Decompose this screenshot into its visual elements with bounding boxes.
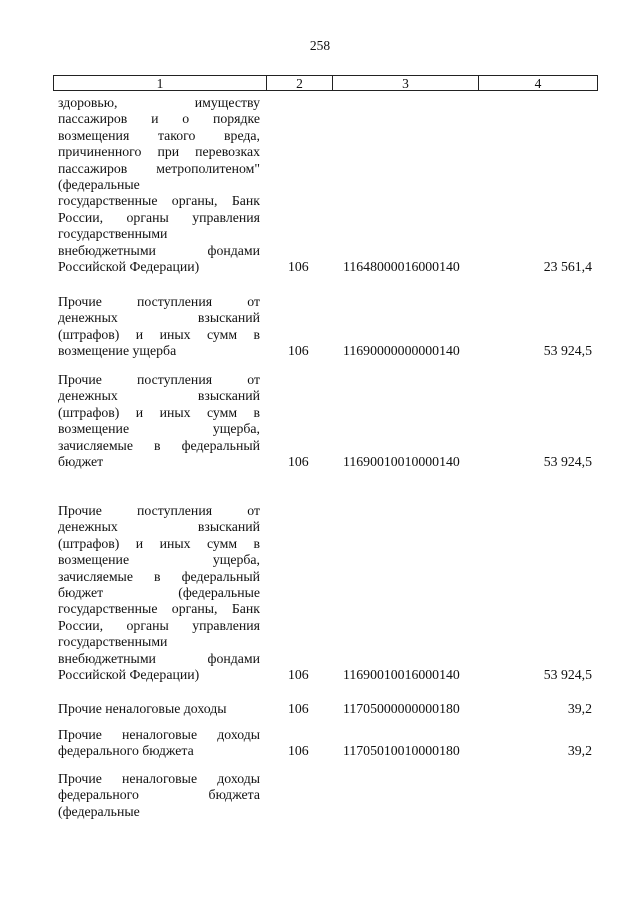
description-line: Прочие неналоговые доходы: [58, 771, 260, 786]
description-line: зачисляемые в федеральный: [58, 568, 260, 584]
description-line: России, органы управления: [58, 617, 260, 633]
table-row: [58, 701, 598, 717]
admin-code: 106: [288, 743, 309, 759]
header-col-3: 3: [333, 76, 479, 90]
row-description: [58, 727, 260, 760]
admin-code: 106: [288, 259, 309, 274]
description-line: зачисляемые в федеральный: [58, 437, 260, 453]
description-line: пассажиров и о порядке: [58, 111, 260, 127]
row-description: [58, 771, 260, 820]
header-col-4: 4: [534, 76, 542, 91]
description-line: возмещение ущерба,: [58, 421, 260, 437]
table-row: [58, 95, 598, 275]
classification-code: 11690010010000140: [343, 454, 460, 469]
description-line: государственными: [58, 226, 168, 242]
description-line: Прочие поступления от: [58, 372, 260, 387]
description-line: бюджет (федеральные: [58, 585, 260, 601]
classification-code: 11690010016000140: [343, 667, 460, 682]
row-description: [58, 95, 260, 275]
amount-value: 23 561,4: [543, 259, 592, 274]
description-line: возмещение ущерба: [58, 343, 177, 359]
description-line: (штрафов) и иных сумм в: [58, 535, 260, 551]
classification-code: 11690000000000140: [343, 343, 460, 359]
description-line: (федеральные: [58, 177, 140, 193]
description-line: федерального бюджета: [58, 743, 194, 759]
classification-code: 11705010010000180: [343, 743, 460, 759]
description-line: денежных взысканий: [58, 519, 260, 535]
description-line: причиненного при перевозках: [58, 144, 260, 160]
row-description: [58, 503, 260, 683]
row-description: [58, 372, 260, 470]
description-line: (федеральные: [58, 803, 140, 819]
admin-code: 106: [288, 667, 309, 682]
header-col-1: 1: [54, 76, 267, 90]
description-line: бюджет: [58, 454, 104, 470]
admin-code: 106: [288, 701, 309, 716]
classification-code: 11705000000000180: [343, 701, 460, 716]
description-line: государственные органы, Банк: [58, 601, 260, 617]
description-line: Прочие неналоговые доходы: [58, 727, 260, 742]
description-line: денежных взысканий: [58, 310, 260, 326]
row-description: [58, 701, 260, 717]
description-line: внебюджетными фондами: [58, 242, 260, 258]
page-number: 258: [309, 38, 331, 53]
description-line: Прочие неналоговые доходы: [58, 701, 227, 716]
admin-code: 106: [288, 454, 309, 469]
description-line: пассажиров метрополитеном": [58, 160, 260, 176]
description-line: Российской Федерации): [58, 259, 200, 275]
admin-code: 106: [288, 343, 309, 359]
amount-value: 39,2: [567, 743, 592, 759]
table-row: [58, 372, 598, 470]
description-line: (штрафов) и иных сумм в: [58, 404, 260, 420]
description-line: возмещение ущерба,: [58, 552, 260, 568]
table-row: [58, 294, 598, 360]
description-line: государственные органы, Банк: [58, 193, 260, 209]
amount-value: 53 924,5: [543, 343, 592, 359]
amount-value: 53 924,5: [543, 667, 592, 682]
description-line: государственными: [58, 634, 168, 650]
description-line: (штрафов) и иных сумм в: [58, 326, 260, 342]
description-line: федерального бюджета: [58, 787, 260, 803]
amount-value: 39,2: [567, 701, 592, 716]
description-line: денежных взысканий: [58, 388, 260, 404]
description-line: возмещения такого вреда,: [58, 127, 260, 143]
row-description: [58, 294, 260, 360]
table-header: [53, 75, 598, 91]
description-line: России, органы управления: [58, 209, 260, 225]
table-row: [58, 771, 598, 820]
description-line: Российской Федерации): [58, 667, 200, 683]
description-line: Прочие поступления от: [58, 294, 260, 309]
table-row: [58, 727, 598, 760]
header-col-2: 2: [267, 76, 333, 90]
classification-code: 11648000016000140: [343, 259, 460, 274]
description-line: здоровью, имуществу: [58, 95, 260, 110]
description-line: Прочие поступления от: [58, 503, 260, 518]
amount-value: 53 924,5: [543, 454, 592, 469]
table-row: [58, 503, 598, 683]
description-line: внебюджетными фондами: [58, 650, 260, 666]
